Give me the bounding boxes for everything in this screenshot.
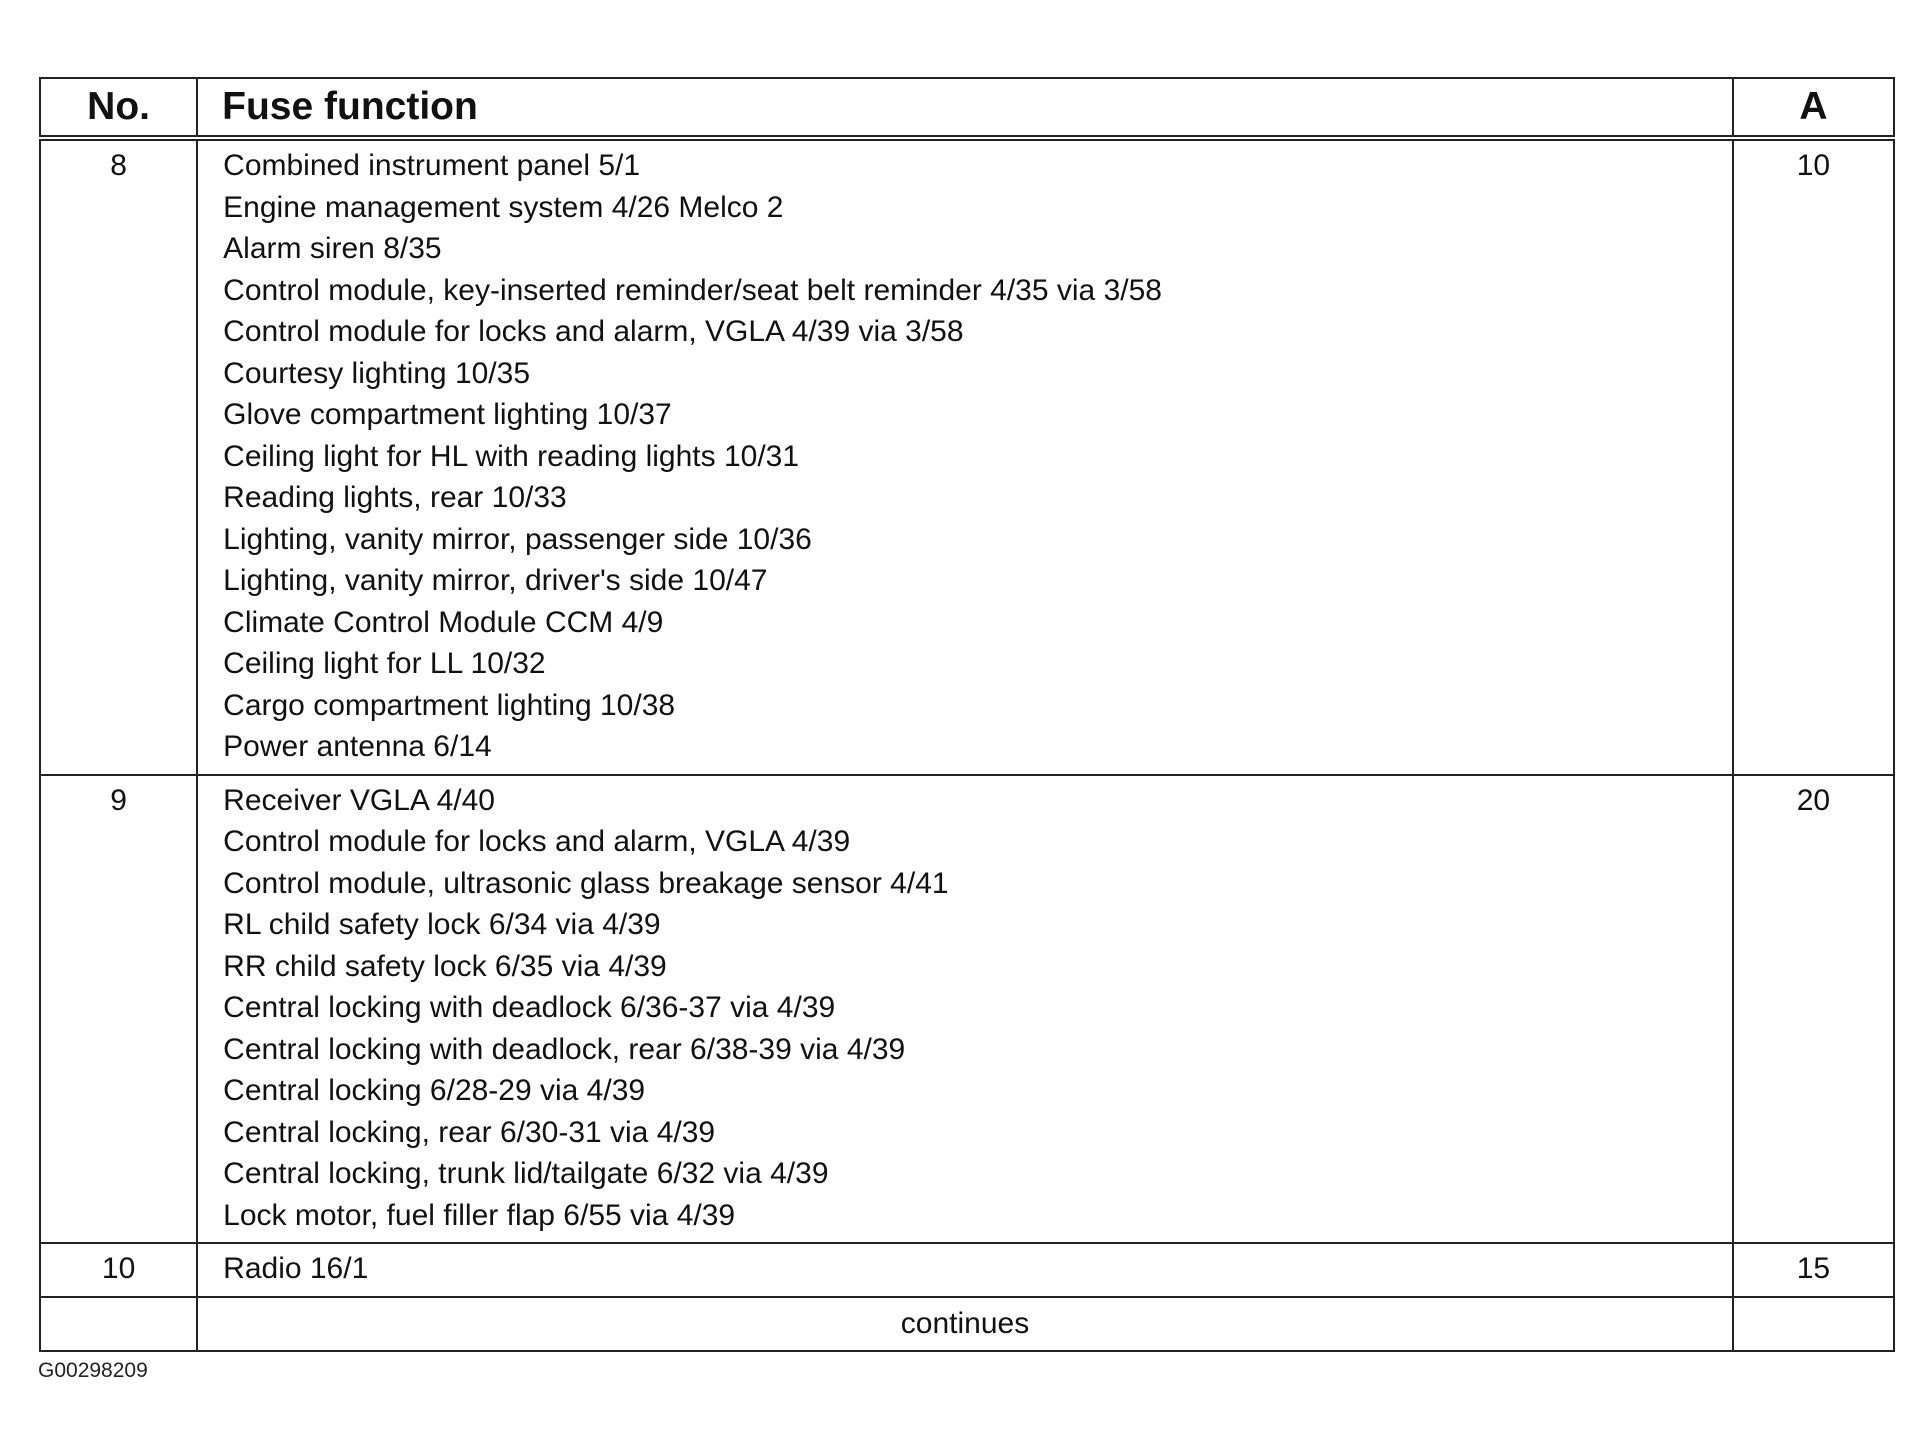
fuse-number: 10 [40, 1243, 197, 1297]
table-row [40, 775, 1894, 1244]
fuse-function-item: Ceiling light for HL with reading lights 10/31 [223, 439, 800, 473]
fuse-function-item: Lock motor, fuel filler flap 6/55 via 4/39 [223, 1198, 736, 1232]
fuse-function-item: Courtesy lighting 10/35 [223, 356, 531, 390]
fuse-number: 8 [40, 138, 197, 775]
fuse-amps: 10 [1733, 138, 1894, 775]
fuse-function-item: Central locking, rear 6/30-31 via 4/39 [223, 1115, 716, 1149]
fuse-function-item: Control module for locks and alarm, VGLA 4/39 via 3/58 [223, 315, 964, 348]
fuse-function-item: Radio 16/1 [223, 1252, 369, 1285]
fuse-number: 9 [40, 775, 197, 1244]
fuse-function-item: Lighting, vanity mirror, passenger side 10/36 [223, 522, 812, 556]
fuse-table [39, 77, 1895, 1352]
fuse-function-list [197, 138, 1733, 775]
fuse-amps: 20 [1733, 775, 1894, 1244]
continues-empty-no [40, 1297, 197, 1351]
fuse-function-item: Ceiling light for LL 10/32 [223, 647, 546, 680]
fuse-function-item: Receiver VGLA 4/40 [223, 783, 495, 817]
table-row [40, 138, 1894, 775]
fuse-function-item: Control module, ultrasonic glass breakage sensor 4/41 [223, 866, 949, 900]
table-body [40, 138, 1894, 1351]
fuse-function-item: Alarm siren 8/35 [223, 232, 442, 265]
fuse-function-item: Climate Control Module CCM 4/9 [223, 605, 664, 639]
fuse-function-list [197, 775, 1733, 1244]
fuse-function-item: Central locking, trunk lid/tailgate 6/32 via 4/39 [223, 1157, 829, 1190]
fuse-amps: 15 [1733, 1243, 1894, 1297]
fuse-function-item: Lighting, vanity mirror, driver's side 10/47 [223, 564, 768, 597]
fuse-function-item: Central locking 6/28-29 via 4/39 [223, 1074, 646, 1107]
table-header-row [40, 78, 1894, 138]
fuse-function-item: Power antenna 6/14 [223, 730, 492, 763]
fuse-function-item: Combined instrument panel 5/1 [223, 149, 641, 182]
header-no: No. [40, 78, 197, 138]
fuse-function-item: Control module for locks and alarm, VGLA 4/39 [223, 825, 851, 858]
fuse-function-item: Engine management system 4/26 Melco 2 [223, 190, 784, 224]
fuse-function-item: Central locking with deadlock 6/36-37 via 4/39 [223, 991, 836, 1024]
fuse-function-item: Control module, key-inserted reminder/seat belt reminder 4/35 via 3/58 [223, 273, 1162, 307]
continues-label: continues [197, 1297, 1733, 1351]
continues-empty-amps [1733, 1297, 1894, 1351]
continues-row [40, 1297, 1894, 1351]
table-row [40, 1243, 1894, 1297]
fuse-function-item: Cargo compartment lighting 10/38 [223, 688, 676, 722]
fuse-function-item: Reading lights, rear 10/33 [223, 481, 567, 514]
fuse-function-item: Central locking with deadlock, rear 6/38-39 via 4/39 [223, 1032, 906, 1066]
header-amps: A [1733, 78, 1894, 138]
header-fuse-function: Fuse function [197, 78, 1733, 138]
fuse-function-item: RR child safety lock 6/35 via 4/39 [223, 949, 667, 983]
figure-code: G00298209 [38, 1359, 148, 1382]
fuse-function-item: RL child safety lock 6/34 via 4/39 [223, 908, 661, 941]
fuse-function-list [197, 1243, 1733, 1297]
fuse-function-item: Glove compartment lighting 10/37 [223, 398, 672, 431]
